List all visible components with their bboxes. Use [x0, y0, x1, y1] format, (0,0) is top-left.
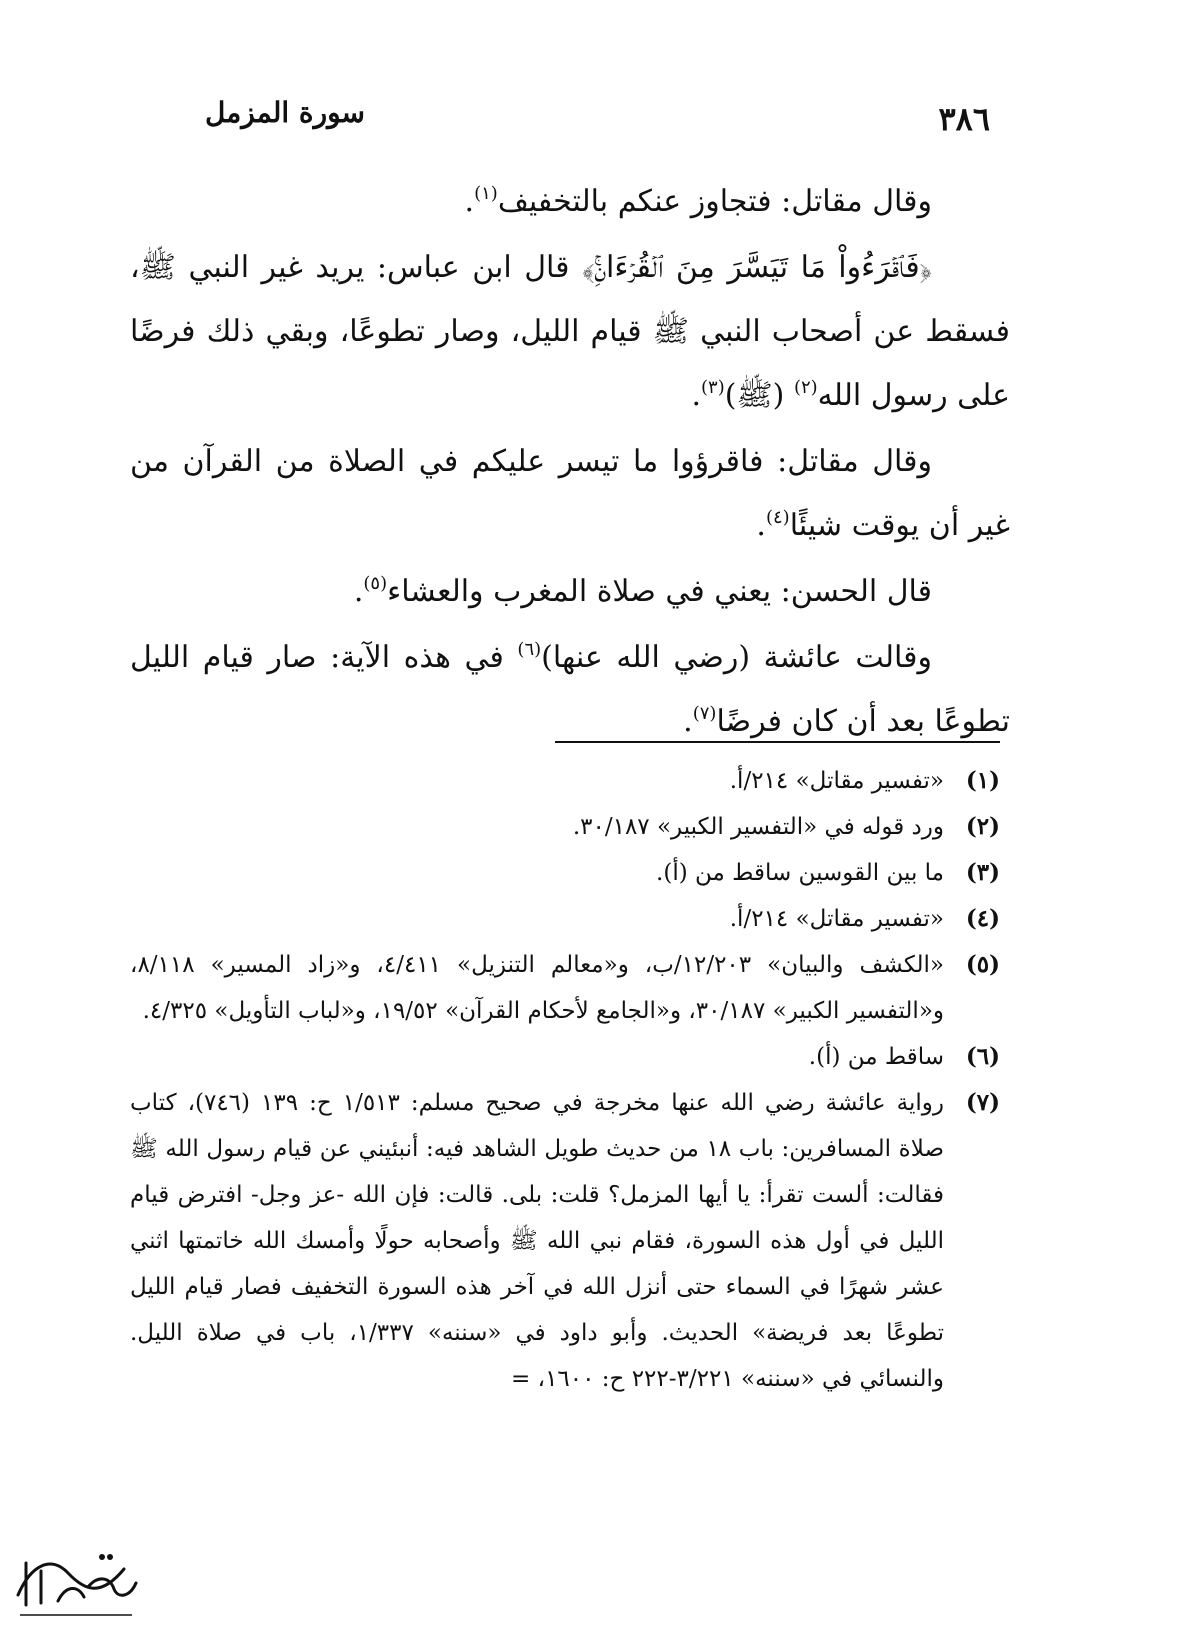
paragraph-4: قال الحسن: يعني في صلاة المغرب والعشاء$^{(٥)}$. [353, 573, 932, 609]
footnote-text: «تفسير مقاتل» ٢١٤/أ. [729, 906, 944, 932]
footnote-text: ورد قوله في «التفسير الكبير» ٣٠/١٨٧. [572, 814, 944, 840]
footnote-text: «تفسير مقاتل» ٢١٤/أ. [729, 768, 944, 794]
page-number: ٣٨٦ [938, 100, 990, 138]
paragraph-5-text-b: في هذه الآية: صار قيام الليل تطوعًا بعد أن كان فرضًا [130, 640, 1010, 739]
footnote-number: (٦) [965, 1043, 1000, 1070]
footnote-4 [130, 896, 1000, 942]
footnote-text: رواية عائشة رضي الله عنها مخرجة في صحيح مسلم: ١/٥١٣ ح: ١٣٩ (٧٤٦)، كتاب صلاة المسافرين: باب ١٨ من حديث طويل الشاهد فيه: أنبئيني عن قيام رسول الله ﷺ فقالت: ألست تقرأ: يا أيها المزمل؟ قلت: بلى. قالت: فإن الله -عز وجل- افترض قيام الليل في أول هذه السورة، فقام نبي الله ﷺ وأصحابه حولًا وأمسك الله خاتمتها اثني عشر شهرًا في السماء حتى أنزل الله في آخر هذه السورة التخفيف فصار قيام الليل تطوعًا بعد فريضة» الحديث. وأبو داود في «سننه» ١/٣٣٧، باب في صلاة الليل. والنسائي في «سننه» ٣/٢٢١-٢٢٢ ح: ١٦٠٠، = [130, 1090, 944, 1392]
main-text [130, 170, 1010, 756]
footnote-7 [130, 1080, 1000, 1402]
paragraph-2: ﴿فَٱقۡرَءُواْ مَا تَيَسَّرَ مِنَ ٱلۡقُرۡءَانِۚ﴾ قال ابن عباس: يريد غير النبي ﷺ، فسقط عن أصحاب النبي ﷺ قيام الليل، وصار تطوعًا، وبقي ذلك فرضًا على رسول الله$^{(٢)}$ (ﷺ)$^{(٣)}$. [130, 250, 1010, 413]
footnote-ref-7: (٧) [692, 703, 717, 724]
quran-verse: ﴿فَٱقۡرَءُواْ مَا تَيَسَّرَ مِنَ ٱلۡقُرۡءَانِۚ﴾ [582, 250, 933, 285]
paragraph-3: وقال مقاتل: فاقرؤوا ما تيسر عليكم في الصلاة من القرآن من غير أن يوقت شيئًا$^{(٤)}$. [130, 444, 1010, 543]
footnote-text: ما بين القوسين ساقط من (أ). [656, 860, 944, 886]
footnote-number: (٣) [965, 859, 1000, 886]
library-stamp-logo [6, 1535, 146, 1625]
footnote-number: (٤) [965, 905, 1000, 932]
paragraph-3-text: وقال مقاتل: فاقرؤوا ما تيسر عليكم في الصلاة من القرآن من غير أن يوقت شيئًا [130, 444, 1010, 543]
footnote-number: (٢) [965, 813, 1000, 840]
footnote-1 [130, 758, 1000, 804]
footnote-ref-5: (٥) [363, 573, 388, 594]
paragraph-5-text-a: وقالت عائشة (رضي الله عنها) [541, 640, 932, 675]
footnote-text: «الكشف والبيان» ١٢/٢٠٣/ب، و«معالم التنزيل» ٤/٤١١، و«زاد المسير» ٨/١١٨، و«التفسير الكبير» ٣٠/١٨٧، و«الجامع لأحكام القرآن» ١٩/٥٢، و«لباب التأويل» ٤/٣٢٥. [130, 952, 944, 1024]
paragraph-4-text: قال الحسن: يعني في صلاة المغرب والعشاء [387, 574, 932, 609]
running-head [205, 96, 990, 144]
footnote-number: (٧) [965, 1089, 1000, 1116]
footnote-number: (١) [965, 767, 1000, 794]
paragraph-2-text: قال ابن عباس: يريد غير النبي ﷺ، فسقط عن أصحاب النبي ﷺ قيام الليل، وصار تطوعًا، وبقي ذلك فرضًا على رسول الله [130, 250, 1010, 413]
footnote-ref-4: (٤) [765, 507, 790, 528]
footnote-ref-3: (٣) [701, 377, 725, 398]
footnote-number: (٥) [965, 951, 1000, 978]
footnote-ref-2: (٢) [793, 377, 818, 398]
footnotes [130, 758, 1000, 1402]
surah-title: سورة المزمل [205, 96, 366, 129]
paragraph-1-text: وقال مقاتل: فتجاوز عنكم بالتخفيف [497, 184, 932, 219]
paragraph-2-bracket: (ﷺ) [724, 378, 785, 413]
footnote-text: ساقط من (أ). [808, 1044, 944, 1070]
footnote-3 [130, 850, 1000, 896]
footnote-5 [130, 942, 1000, 1034]
footnote-2 [130, 804, 1000, 850]
footnote-6 [130, 1034, 1000, 1080]
paragraph-1: وقال مقاتل: فتجاوز عنكم بالتخفيف$^{(١)}$. [464, 183, 932, 219]
footnote-ref-1: (١) [474, 183, 498, 204]
footnote-ref-6: (٦) [517, 639, 542, 660]
paragraph-5: وقالت عائشة (رضي الله عنها)$^{(٦)}$ في هذه الآية: صار قيام الليل تطوعًا بعد أن كان فرضًا$^{(٧)}$. [130, 639, 1010, 739]
footnote-separator [555, 741, 1000, 743]
